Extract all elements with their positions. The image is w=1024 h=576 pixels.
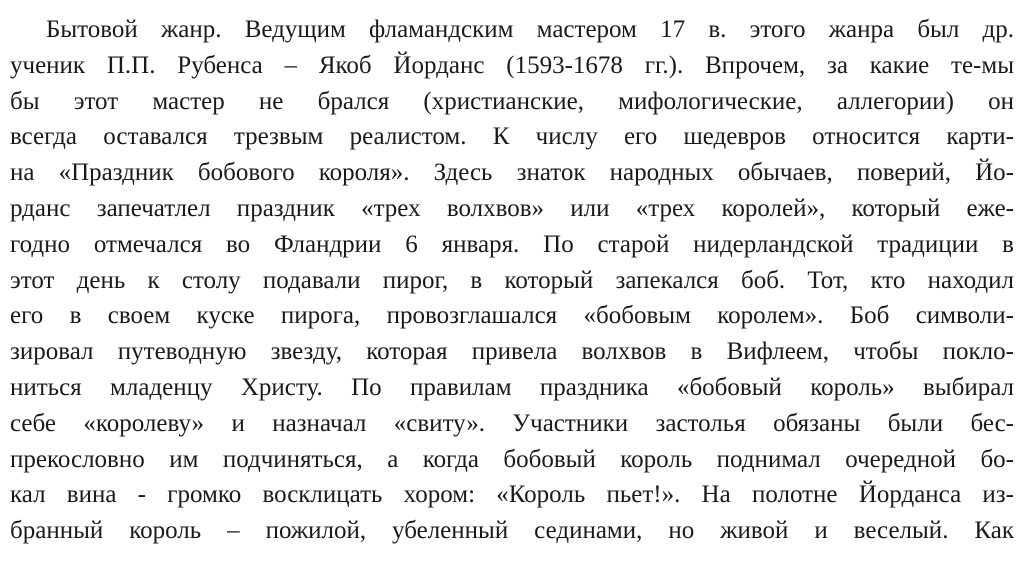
text-line: этот день к столу подавали пирог, в который запекался боб. Тот, кто находил — [10, 266, 1014, 294]
text-line: Бытовой жанр. Ведущим фламандским мастером 17 в. этого жанра был др. — [46, 16, 1014, 43]
text-line: ученик П.П. Рубенса – Якоб Йорданс (1593-1678 гг.). Впрочем, за какие те-мы — [10, 51, 1014, 79]
text-line: бранный король – пожилой, убеленный сединами, но живой и веселый. Как — [10, 517, 1014, 545]
body-text — [10, 12, 1014, 549]
text-line: ниться младенцу Христу. По правилам праздника «бобовый король» выбирал — [10, 373, 1014, 401]
text-line: его в своем куске пирога, провозглашался «бобовым королем». Боб символи- — [10, 302, 1014, 330]
text-line: годно отмечался во Фландрии 6 января. По старой нидерландской традиции в — [10, 230, 1014, 258]
text-line: рданс запечатлел праздник «трех волхвов» или «трех королей», который еже- — [10, 194, 1014, 222]
text-line: прекословно им подчиняться, а когда бобовый король поднимал очередной бо- — [10, 445, 1014, 473]
text-line: кал вина - громко восклицать хором: «Король пьет!». На полотне Йорданса из- — [10, 481, 1014, 509]
text-line: бы этот мастер не брался (христианские, мифологические, аллегории) он — [10, 87, 1014, 115]
text-line: всегда оставался трезвым реалистом. К числу его шедевров относится карти- — [10, 123, 1014, 151]
text-line: на «Праздник бобового короля». Здесь знаток народных обычаев, поверий, Йо- — [10, 159, 1014, 187]
text-line: зировал путеводную звезду, которая привела волхвов в Вифлеем, чтобы покло- — [10, 338, 1014, 366]
text-line: себе «королеву» и назначал «свиту». Участники застолья обязаны были бес- — [10, 409, 1014, 437]
